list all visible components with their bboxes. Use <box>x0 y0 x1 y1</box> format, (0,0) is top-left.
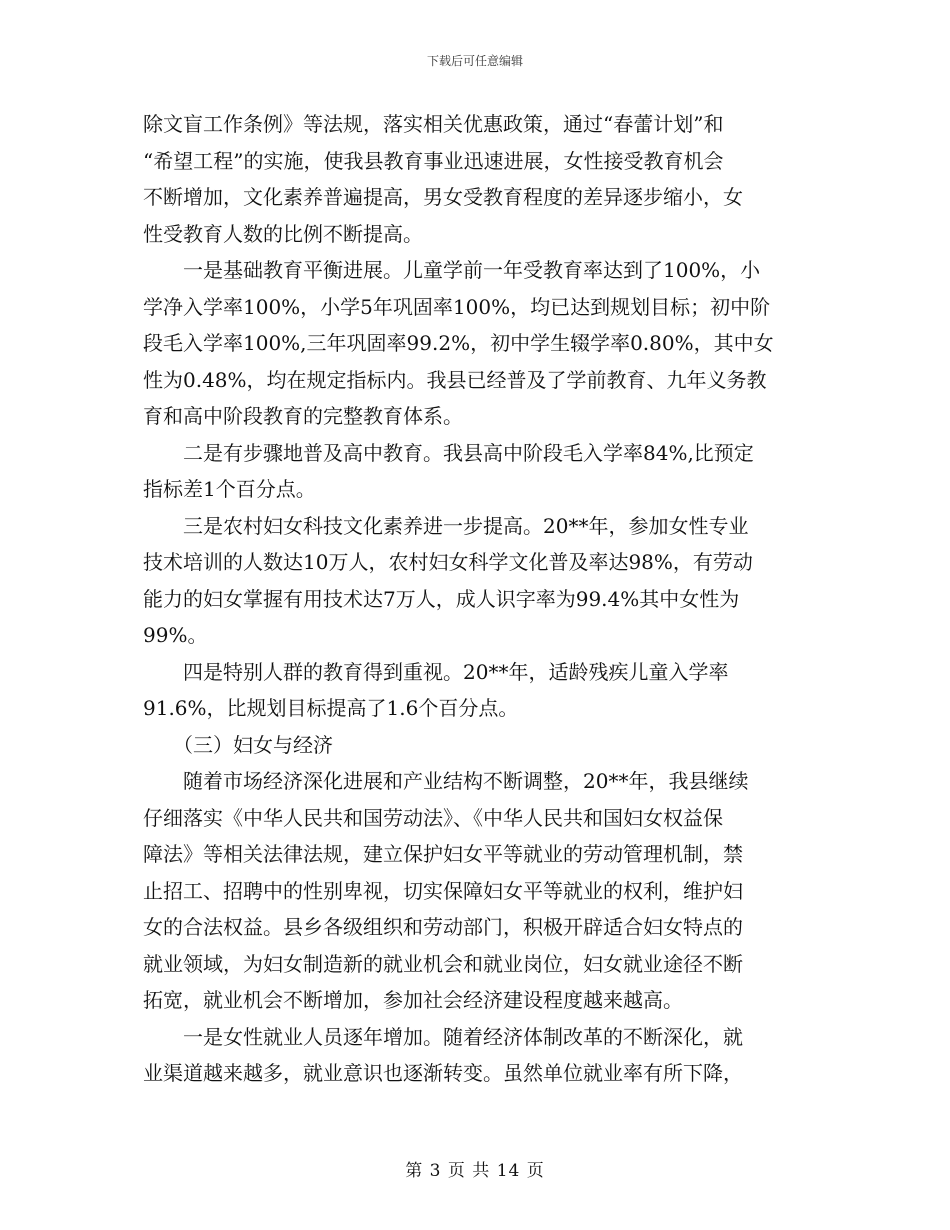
text-line: 91.6%，比规划目标提高了1.6个百分点。 <box>143 696 519 720</box>
text-line: 障法》等相关法律法规，建立保护妇女平等就业的劳动管理机制，禁 <box>143 842 743 866</box>
text-line: “希望工程”的实施，使我县教育事业迅速进展，女性接受教育机会 <box>143 148 724 173</box>
text-line: 三是农村妇女科技文化素养进一步提高。20**年，参加女性专业 <box>143 513 749 538</box>
text-line: 二是有步骤地普及高中教育。我县高中阶段毛入学率84%,比预定 <box>143 440 754 465</box>
text-line: 技术培训的人数达10万人，农村妇女科学文化普及率达98%，有劳动 <box>143 550 753 574</box>
page-footer: 第 3 页 共 14 页 <box>405 1161 545 1181</box>
text-line: 育和高中阶段教育的完整教育体系。 <box>143 404 463 428</box>
text-line: 指标差1个百分点。 <box>143 477 316 501</box>
text-line: 业渠道越来越多，就业意识也逐渐转变。虽然单位就业率有所下降， <box>143 1061 743 1085</box>
page-header: 下载后可任意编辑 <box>426 54 523 68</box>
text-line: 随着市场经济深化进展和产业结构不断调整，20**年，我县继续 <box>143 769 749 793</box>
text-line: 女的合法权益。县乡各级组织和劳动部门，积极开辟适合妇女特点的 <box>143 915 743 939</box>
text-line: 仔细落实《中华人民共和国劳动法》、《中华人民共和国妇女权益保 <box>143 805 723 830</box>
text-line: 性受教育人数的比例不断提高。 <box>143 221 423 246</box>
text-line: 一是女性就业人员逐年增加。随着经济体制改革的不断深化，就 <box>143 1024 743 1049</box>
document-body <box>143 106 808 1092</box>
text-line: 止招工、招聘中的性别卑视，切实保障妇女平等就业的权利，维护妇 <box>143 878 743 903</box>
text-line: 学净入学率100%，小学5年巩固率100%，均已达到规划目标；初中阶 <box>143 294 771 319</box>
text-line: 一是基础教育平衡进展。儿童学前一年受教育率达到了100%，小 <box>143 258 761 282</box>
text-line: 拓宽，就业机会不断增加，参加社会经济建设程度越来越高。 <box>143 988 683 1012</box>
text-line: 能力的妇女掌握有用技术达7万人，成人识字率为99.4%其中女性为 <box>143 586 740 611</box>
text-line: 段毛入学率100%,三年巩固率99.2%，初中学生辍学率0.80%，其中女 <box>143 331 774 355</box>
text-line: 性为0.48%，均在规定指标内。我县已经普及了学前教育、九年义务教 <box>143 367 767 392</box>
text-line: 四是特别人群的教育得到重视。20**年，适龄残疾儿童入学率 <box>143 659 729 684</box>
text-line: 99%。 <box>143 623 208 647</box>
section-heading: （三）妇女与经济 <box>143 732 333 757</box>
text-line: 除文盲工作条例》等法规，落实相关优惠政策，通过“春蕾计划”和 <box>143 112 724 136</box>
text-line: 不断增加，文化素养普遍提高，男女受教育程度的差异逐步缩小，女 <box>143 185 743 209</box>
text-line: 就业领域，为妇女制造新的就业机会和就业岗位，妇女就业途径不断 <box>143 951 743 976</box>
